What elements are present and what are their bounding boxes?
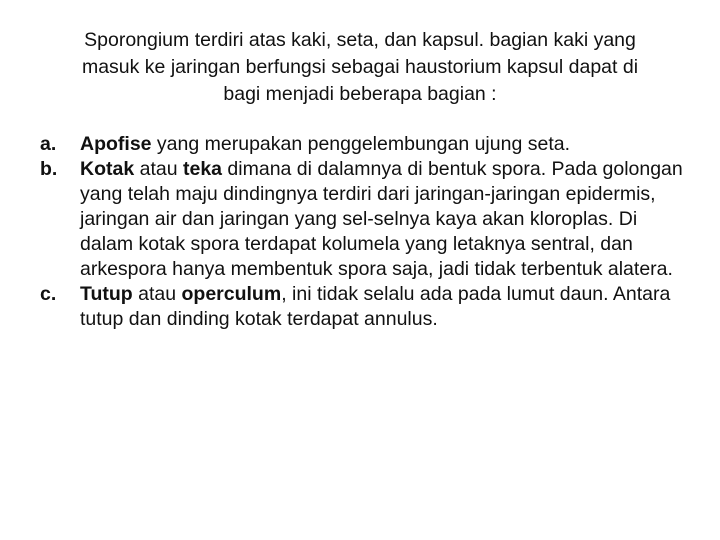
- parts-list: [40, 132, 690, 332]
- item-connector: atau: [134, 158, 183, 180]
- item-text: yang merupakan penggelembungan ujung seta.: [151, 133, 570, 155]
- term-kotak: Kotak: [80, 158, 135, 180]
- intro-line-1: Sporongium terdiri atas kaki, seta, dan kapsul. bagian kaki yang: [84, 29, 636, 51]
- term-tutup: Tutup: [80, 283, 133, 305]
- item-text: dimana di dalamnya di bentuk spora. Pada golongan yang telah maju dindingnya terdiri dari jaringan-jaringan epidermis, jaringan air dan jaringan yang sel-selnya kaya akan kloroplas. Di dalam kotak spora terdapat kolumela yang letaknya sentral, dan arkespora hanya membentuk spora saja, jadi tidak terbentuk alatera.: [80, 158, 683, 280]
- list-item-kotak: [40, 157, 690, 282]
- list-marker: b.: [40, 158, 58, 180]
- intro-line-2: masuk ke jaringan berfungsi sebagai haustorium kapsul dapat di: [81, 56, 639, 78]
- term-apofise: Apofise: [80, 133, 152, 155]
- item-text: , ini tidak selalu ada pada lumut daun. Antara tutup dan dinding kotak terdapat annulus.: [80, 283, 671, 330]
- term-teka: teka: [182, 158, 223, 180]
- intro-paragraph: [40, 27, 680, 108]
- list-item-tutup: [40, 282, 690, 332]
- item-connector: atau: [132, 283, 182, 305]
- list-item-apofise: [40, 132, 690, 157]
- list-marker: c.: [40, 283, 57, 305]
- term-operculum: operculum: [181, 283, 282, 305]
- list-marker: a.: [40, 133, 57, 155]
- intro-line-3: bagi menjadi beberapa bagian :: [223, 83, 497, 105]
